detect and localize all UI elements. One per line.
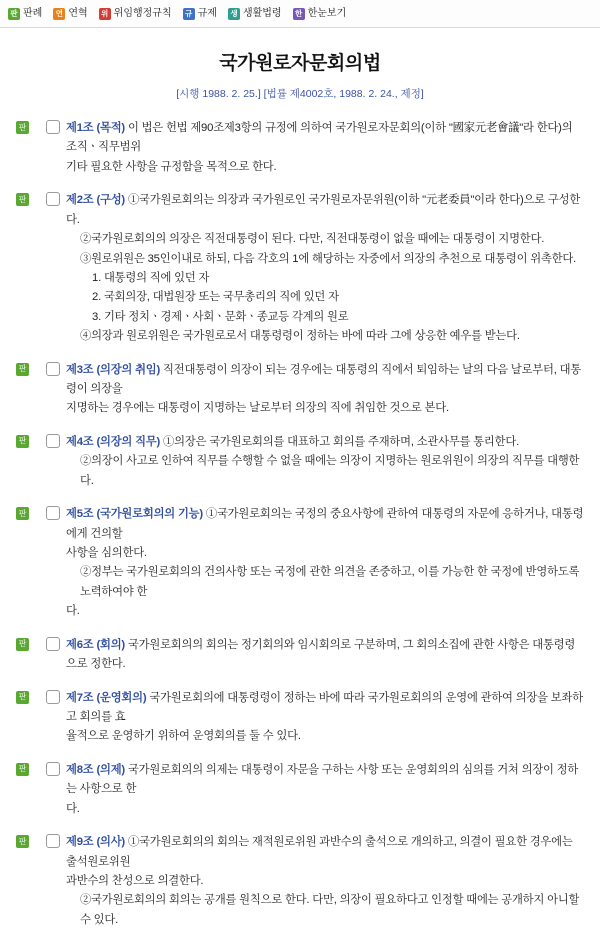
article-text	[66, 833, 584, 930]
article-checkbox-cell[interactable]	[46, 833, 66, 848]
precedent-badge-icon[interactable]: 판	[16, 638, 29, 651]
article-gutter	[16, 361, 46, 376]
article-item	[16, 636, 584, 675]
article-checkbox[interactable]	[46, 637, 60, 651]
article-checkbox-cell[interactable]	[46, 689, 66, 704]
precedent-badge-icon[interactable]: 판	[16, 121, 29, 134]
article-line: ④의장과 원로위원은 국가원로로서 대통령령이 정하는 바에 따라 그에 상응한 예우를 받는다.	[80, 330, 520, 343]
top-toolbar	[0, 0, 600, 28]
article-checkbox-cell[interactable]	[46, 361, 66, 376]
toolbar-item-regulation-label: 규제	[197, 8, 217, 19]
article-label: 제7조 (운영회의)	[66, 691, 147, 704]
article-checkbox-cell[interactable]	[46, 119, 66, 134]
article-checkbox[interactable]	[46, 762, 60, 776]
article-checkbox-cell[interactable]	[46, 191, 66, 206]
toolbar-item-living-law[interactable]	[228, 8, 282, 20]
article-item	[16, 433, 584, 491]
article-label: 제4조 (의장의 직무)	[66, 435, 161, 448]
article-line: 다.	[66, 802, 80, 815]
article-line	[66, 761, 584, 800]
toolbar-item-precedent-label: 판례	[23, 8, 43, 19]
article-gutter	[16, 636, 46, 651]
article-gutter	[16, 505, 46, 520]
article-line: 기타 필요한 사항을 규정함을 목적으로 한다.	[66, 160, 277, 173]
article-gutter	[16, 433, 46, 448]
article-label: 제1조 (목적)	[66, 122, 125, 134]
precedent-badge-icon[interactable]: 판	[16, 363, 29, 376]
article-label: 제6조 (회의)	[66, 638, 125, 651]
article-line	[66, 191, 584, 230]
article-label: 제8조 (의제)	[66, 763, 125, 776]
precedent-badge-icon[interactable]: 판	[16, 691, 29, 704]
article-line	[66, 433, 584, 452]
article-line-text: ①국가원로회의는 의장과 국가원로인 국가원로자문위원(이하 "元老委員"이라 한다)으로 구성한다.	[66, 194, 581, 226]
article-text	[66, 433, 584, 491]
article-text	[66, 361, 584, 419]
precedent-badge-icon: 판	[8, 8, 20, 20]
article-checkbox[interactable]	[46, 192, 60, 206]
article-line	[66, 505, 584, 544]
article-label: 제5조 (국가원로회의의 기능)	[66, 508, 203, 521]
article-item	[16, 191, 584, 346]
article-label: 제3조 (의장의 취임)	[66, 363, 161, 376]
article-line	[66, 361, 584, 400]
article-line: 다.	[66, 605, 80, 618]
article-line: 1. 대통령의 직에 있던 자	[92, 271, 210, 284]
article-item	[16, 119, 584, 177]
article-gutter	[16, 119, 46, 134]
toolbar-item-precedent[interactable]	[8, 8, 42, 20]
article-line: ②정부는 국가원로회의의 건의사항 또는 국정에 관한 의견을 존중하고, 이를 가능한 한 국정에 반영하도록 노력하여야 한	[80, 566, 580, 598]
article-line: ②국가원로회의의 회의는 공개를 원칙으로 한다. 다만, 의장이 필요하다고 인정할 때에는 공개하지 아니할 수 있다.	[80, 894, 580, 926]
article-item	[16, 505, 584, 622]
at-a-glance-badge-icon: 한	[293, 8, 305, 20]
article-line	[66, 689, 584, 728]
article-line: ②국가원로회의의 의장은 직전대통령이 된다. 다만, 직전대통령이 없을 때에는 대통령이 지명한다.	[80, 233, 545, 246]
article-checkbox-cell[interactable]	[46, 433, 66, 448]
article-item	[16, 361, 584, 419]
enforcement-info: [시행 1988. 2. 25.] [법률 제4002호, 1988. 2. 24., 제정]	[176, 88, 424, 100]
article-checkbox[interactable]	[46, 506, 60, 520]
article-checkbox[interactable]	[46, 434, 60, 448]
toolbar-item-at-a-glance[interactable]	[293, 8, 347, 20]
article-line	[66, 119, 584, 158]
article-gutter	[16, 761, 46, 776]
article-text	[66, 689, 584, 747]
living-law-badge-icon: 생	[228, 8, 240, 20]
precedent-badge-icon[interactable]: 판	[16, 435, 29, 448]
article-line	[66, 636, 584, 675]
article-item	[16, 833, 584, 930]
article-line: 과반수의 찬성으로 의결한다.	[66, 874, 204, 887]
article-line: 지명하는 경우에는 대통령이 지명하는 날로부터 의장의 직에 취임한 것으로 본다.	[66, 402, 449, 415]
toolbar-item-delegated-admin-rule[interactable]	[99, 8, 172, 20]
toolbar-item-delegated-admin-rule-label: 위임행정규칙	[113, 8, 172, 19]
article-line-text: ①국가원로회의는 국정의 중요사항에 관하여 대통령의 자문에 응하거나, 대통령에게 건의할	[66, 508, 584, 540]
article-checkbox-cell[interactable]	[46, 761, 66, 776]
precedent-badge-icon[interactable]: 판	[16, 193, 29, 206]
article-item	[16, 689, 584, 747]
article-text	[66, 119, 584, 177]
article-gutter	[16, 689, 46, 704]
article-checkbox[interactable]	[46, 690, 60, 704]
article-checkbox[interactable]	[46, 120, 60, 134]
article-line: 사항을 심의한다.	[66, 547, 147, 560]
precedent-badge-icon[interactable]: 판	[16, 835, 29, 848]
toolbar-item-regulation[interactable]	[183, 8, 217, 20]
article-line: ③원로위원은 35인이내로 하되, 다음 각호의 1에 해당하는 자중에서 의장의 추천으로 대통령이 위촉한다.	[80, 252, 577, 265]
article-line: 3. 기타 정치ㆍ경제ㆍ사회ㆍ문화ㆍ종교등 각계의 원로	[92, 310, 349, 323]
article-line: 율적으로 운영하기 위하여 운영회의를 둘 수 있다.	[66, 730, 301, 743]
article-gutter	[16, 833, 46, 848]
precedent-badge-icon[interactable]: 판	[16, 763, 29, 776]
article-label: 제2조 (구성)	[66, 194, 125, 207]
article-line-text: ①국가원로회의의 회의는 재적원로위원 과반수의 출석으로 개의하고, 의결이 필요한 경우에는 출석원로위원	[66, 836, 573, 868]
toolbar-item-at-a-glance-label: 한눈보기	[307, 8, 347, 19]
article-line: ②의장이 사고로 인하여 직무를 수행할 수 없을 때에는 의장이 지명하는 원로위원이 의장의 직무를 대행한다.	[80, 455, 580, 487]
toolbar-item-history[interactable]	[53, 8, 87, 20]
toolbar-item-living-law-label: 생활법령	[242, 8, 282, 19]
article-text	[66, 191, 584, 346]
article-checkbox-cell[interactable]	[46, 505, 66, 520]
article-label: 제9조 (의사)	[66, 836, 125, 849]
regulation-badge-icon: 규	[183, 8, 195, 20]
article-line-text: ①의장은 국가원로회의를 대표하고 회의를 주재하며, 소관사무를 통리한다.	[160, 435, 520, 448]
article-checkbox[interactable]	[46, 362, 60, 376]
article-line: 2. 국회의장, 대법원장 또는 국무총리의 직에 있던 자	[92, 291, 339, 304]
article-line-text: 국가원로회의에 대통령령이 정하는 바에 따라 국가원로회의의 운영에 관하여 의장을 보좌하고 회의를 효	[66, 691, 583, 723]
delegated-admin-rule-badge-icon: 위	[99, 8, 111, 20]
article-text	[66, 505, 584, 622]
toolbar-item-history-label: 연혁	[68, 8, 88, 19]
history-badge-icon: 연	[53, 8, 65, 20]
document-body	[0, 48, 600, 930]
article-line-text: 국가원로회의의 회의는 정기회의와 임시회의로 구분하며, 그 회의소집에 관한 사항은 대통령령으로 정한다.	[66, 638, 576, 671]
article-text	[66, 761, 584, 819]
article-line-text: 국가원로회의의 의제는 대통령이 자문을 구하는 사항 또는 운영회의의 심의를 거쳐 의장이 정하는 사항으로 한	[66, 763, 579, 796]
article-item	[16, 761, 584, 819]
article-line-text: 이 법은 헌법 제90조제3항의 규정에 의하여 국가원로자문회의(이하 "國家元老會議"라 한다)의 조직ㆍ직무범위	[66, 122, 573, 154]
article-checkbox[interactable]	[46, 834, 60, 848]
precedent-badge-icon[interactable]: 판	[16, 507, 29, 520]
article-text	[66, 636, 584, 675]
page-title: 국가원로자문회의법	[219, 53, 381, 74]
article-gutter	[16, 191, 46, 206]
article-line-text: 직전대통령이 의장이 되는 경우에는 대통령의 직에서 퇴임하는 날의 다음 날로부터, 대통령이 의장을	[66, 363, 582, 396]
article-checkbox-cell[interactable]	[46, 636, 66, 651]
article-line	[66, 833, 584, 872]
